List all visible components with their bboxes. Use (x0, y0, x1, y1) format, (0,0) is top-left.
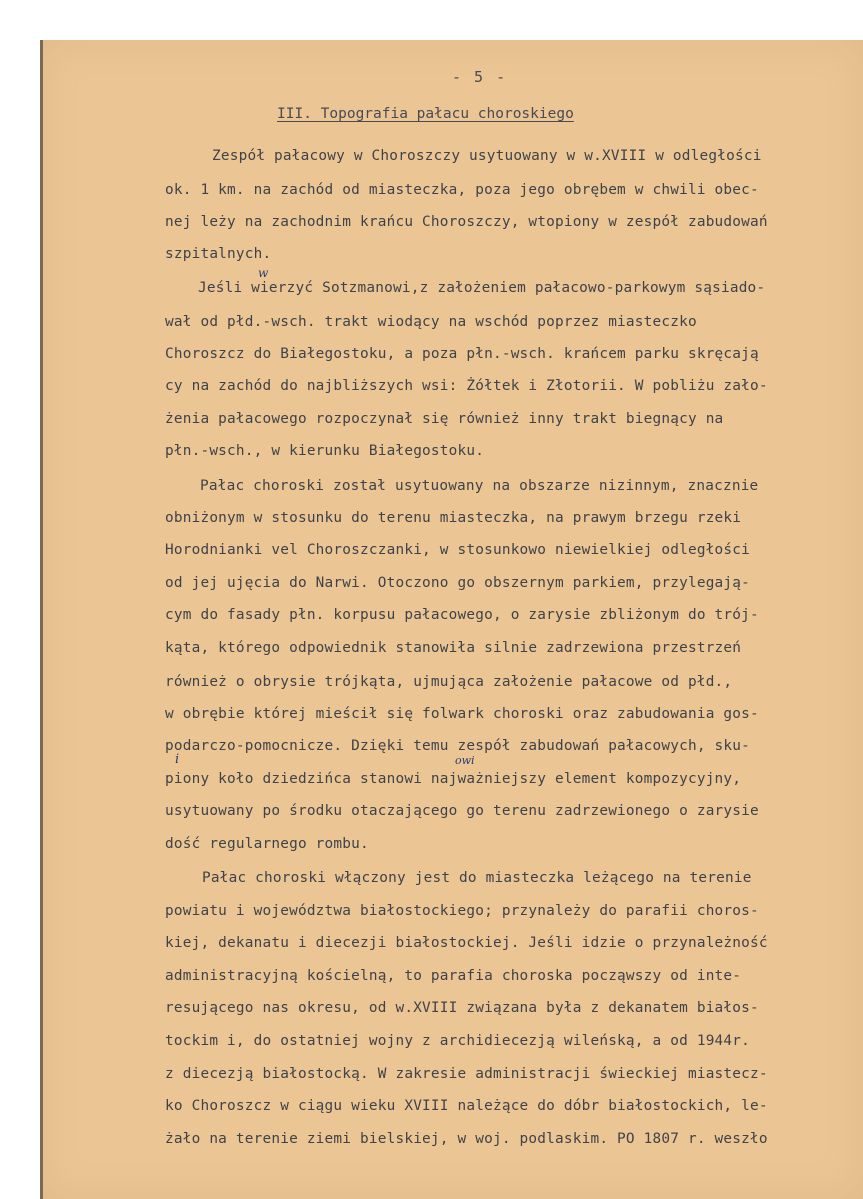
text-line: również o obrysie trójkąta, ujmująca założenie pałacowe od płd., (165, 674, 733, 690)
text-line: usytuowany po środku otaczającego go terenu zadrzewionego o zarysie (165, 803, 759, 819)
text-line: ko Choroszcz w ciągu wieku XVIII należące do dóbr białostockich, le- (165, 1098, 768, 1114)
handwritten-correction: i (175, 752, 180, 767)
handwritten-correction: owi (455, 754, 475, 767)
text-line: Choroszcz do Białegostoku, a poza płn.-wsch. krańcem parku skręcają (165, 346, 759, 362)
text-line: obniżonym w stosunku do terenu miasteczka, na prawym brzegu rzeki (165, 510, 742, 526)
text-line: Horodnianki vel Choroszczanki, w stosunkowo niewielkiej odległości (165, 542, 751, 558)
text-line: wał od płd.-wsch. trakt wiodący na wschód poprzez miasteczko (165, 314, 697, 330)
text-line: cy na zachód do najbliższych wsi: Żółtek i Złotorii. W pobliżu zało- (165, 378, 768, 394)
text-line: ok. 1 km. na zachód od miasteczka, poza jego obrębem w chwili obec- (165, 182, 759, 198)
text-line: od jej ujęcia do Narwi. Otoczono go obszernym parkiem, przylegają- (165, 575, 751, 591)
text-line: żało na terenie ziemi bielskiej, w woj. podlaskim. PO 1807 r. weszło (165, 1131, 768, 1147)
text-line: administracyjną kościelną, to parafia choroska począwszy od inte- (165, 968, 742, 984)
page-number: - 5 - (452, 68, 508, 86)
text-line: piony koło dziedzińca stanowi najważniejszy element kompozycyjny, (165, 771, 742, 787)
text-line: cym do fasady płn. korpusu pałacowego, o zarysie zbliżonym do trój- (165, 607, 759, 623)
text-line: nej leży na zachodnim krańcu Choroszczy, wtopiony w zespół zabudowań (165, 214, 768, 230)
text-line: Pałac choroski włączony jest do miasteczka leżącego na terenie (202, 870, 752, 886)
text-line: Pałac choroski został usytuowany na obszarze nizinnym, znacznie (200, 478, 759, 494)
text-line: podarczo-pomocnicze. Dzięki temu zespół zabudowań pałacowych, sku- (165, 738, 751, 754)
text-line: z diecezją białostocką. W zakresie administracji świeckiej miastecz- (165, 1066, 768, 1082)
text-line: kiej, dekanatu i diecezji białostockiej. Jeśli idzie o przynależność (165, 935, 768, 951)
text-line: Zespół pałacowy w Choroszczy usytuowany w w.XVIII w odległości (212, 148, 762, 164)
text-line: szpitalnych. (165, 246, 272, 262)
text-line: resującego nas okresu, od w.XVIII związana była z dekanatem białos- (165, 1000, 759, 1016)
text-line: tockim i, do ostatniej wojny z archidiecezją wileńską, a od 1944r. (165, 1033, 751, 1049)
text-line: dość regularnego rombu. (165, 836, 369, 852)
text-line: Jeśli wierzyć Sotzmanowi,z założeniem pałacowo-parkowym sąsiado- (198, 280, 766, 296)
section-title: III. Topografia pałacu choroskiego (277, 106, 574, 122)
text-line: płn.-wsch., w kierunku Białegostoku. (165, 443, 485, 459)
text-line: w obrębie której mieścił się folwark choroski oraz zabudowania gos- (165, 706, 759, 722)
handwritten-correction: w (258, 266, 269, 280)
text-line: żenia pałacowego rozpoczynał się również inny trakt biegnący na (165, 411, 724, 427)
text-line: kąta, którego odpowiednik stanowiła silnie zadrzewiona przestrzeń (165, 640, 742, 656)
page-edge (40, 40, 43, 1199)
text-line: powiatu i województwa białostockiego; przynależy do parafii choros- (165, 903, 759, 919)
